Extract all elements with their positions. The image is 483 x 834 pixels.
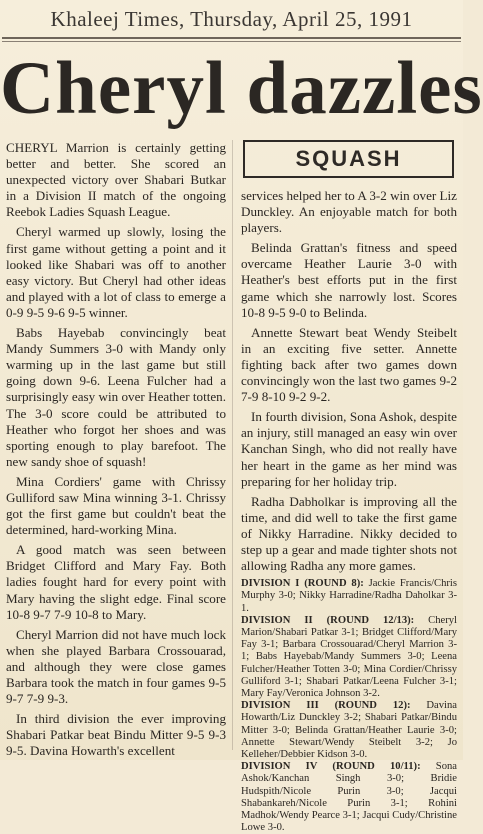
results-text: Davina Howarth/Liz Dunckley 3-2; Shabari Patkar/Bindu Mitter 3-0; Belinda Grattan/Heather Laurie 3-0; Annette Stewart/Wendy Steibelt 3-2; Jo Kelleher/Debbier Kidson 3-0.: [241, 700, 457, 760]
masthead: Khaleej Times, Thursday, April 25, 1991: [50, 7, 413, 31]
results-division-1: [241, 578, 457, 615]
results-heading: DIVISION III (ROUND 12):: [241, 700, 411, 712]
article-paragraph: A good match was seen between Bridget Clifford and Mary Fay. Both ladies fought hard for every point with Mary having the slight edge. Final score 10-8 9-7 7-9 10-8 to Mary.: [6, 542, 226, 622]
article-paragraph: Cheryl warmed up slowly, losing the first game without getting a point and it looked like Shabari was off to another easy victory. But Cheryl had other ideas and played with a lot of class to emerge a 0-9 9-5 9-6 9-5 winner.: [6, 224, 226, 320]
results-division-4: [241, 761, 457, 834]
results-text: Jackie Francis/Chris Murphy 3-0; Nikky Harradine/Radha Daholkar 3-1.: [241, 578, 457, 614]
right-column: [241, 188, 457, 834]
section-label: SQUASH: [295, 146, 402, 171]
results-heading: DIVISION I (ROUND 8):: [241, 578, 364, 590]
masthead-rule-thin: [2, 41, 461, 42]
article-paragraph: Annette Stewart beat Wendy Steibelt in an exciting five setter. Annette fighting back after two games down convincingly won the last two games 9-2 7-9 8-10 9-2 9-2.: [241, 324, 457, 405]
masthead-rule: [2, 37, 461, 39]
results-division-3: [241, 700, 457, 761]
section-label-box: [243, 140, 454, 178]
article-paragraph: CHERYL Marrion is certainly getting better and better. She scored an unexpected victory over Shabari Butkar in a Division II match of the ongoing Reebok Ladies Squash League.: [6, 140, 226, 220]
article-paragraph: In third division the ever improving Shabari Patkar beat Bindu Mitter 9-5 9-3 9-5. Davina Howarth's excellent: [6, 711, 226, 759]
article-paragraph: Radha Dabholkar is improving all the time, and did well to take the first game of Nikky Harradine. Nikky decided to step up a gear and made tighter shots not allowing Radha any more games.: [241, 493, 457, 574]
article-paragraph: In fourth division, Sona Ashok, despite an injury, still managed an easy win over Kanchan Singh, who did not really have her heart in the game as her mind was preparing for her holiday trip.: [241, 409, 457, 489]
results-text: Cheryl Marion/Shabari Patkar 3-1; Bridget Clifford/Mary Fay 3-1; Barbara Crossouarad/Cheryl Marrion 3-1; Babs Hayebab/Mandy Summers 3-0; Leena Fulcher/Heather Totten 3-0; Mina Cordier/Chrissy Gulliford 3-1; Shabari Patkar/Leena Fulcher 3-1; Mary Fay/Veronica Johnson 3-2.: [241, 614, 457, 699]
left-column: [6, 140, 226, 763]
article-paragraph: Mina Cordiers' game with Chrissy Gulliford saw Mina winning 3-1. Chrissy got the first game but couldn't beat the determined, hard-working Mina.: [6, 473, 226, 538]
article-paragraph: Belinda Grattan's fitness and speed overcame Heather Laurie 3-0 with Heather's best efforts put in the first game which she narrowly lost. Scores 10-8 9-5 9-0 to Belinda.: [241, 240, 457, 320]
results-heading: DIVISION IV (ROUND 10/11):: [241, 761, 421, 773]
article-paragraph: Babs Hayebab convincingly beat Mandy Summers 3-0 with Mandy only warming up in the last game but still going down 9-6. Leena Fulcher had a surprisingly easy win over Heather totten. The 3-0 score could be attributed to Heather who forgot her shoes and was sporting enough to play barefoot. The new sandy shoe of squash!: [6, 325, 226, 469]
article-paragraph: services helped her to A 3-2 win over Liz Dunckley. An enjoyable match for both players.: [241, 188, 457, 236]
article-paragraph: Cheryl Marrion did not have much lock when she played Barbara Crossouarad, and although they were close games Barbara took the match in four games 9-5 9-7 7-9 9-3.: [6, 626, 226, 707]
results-division-2: [241, 615, 457, 700]
results-text: Sona Ashok/Kanchan Singh 3-0; Bridie Hudspith/Nicole Purin 3-0; Jacqui Shabankareh/Nicole Purin 3-1; Rohini Madhok/Wendy Pearce 3-1; Jacqui Cudy/Christine Lowe 3-0.: [241, 761, 457, 834]
column-divider: [232, 140, 233, 750]
results-heading: DIVISION II (ROUND 12/13):: [241, 614, 415, 626]
headline: Cheryl dazzles: [0, 47, 483, 130]
